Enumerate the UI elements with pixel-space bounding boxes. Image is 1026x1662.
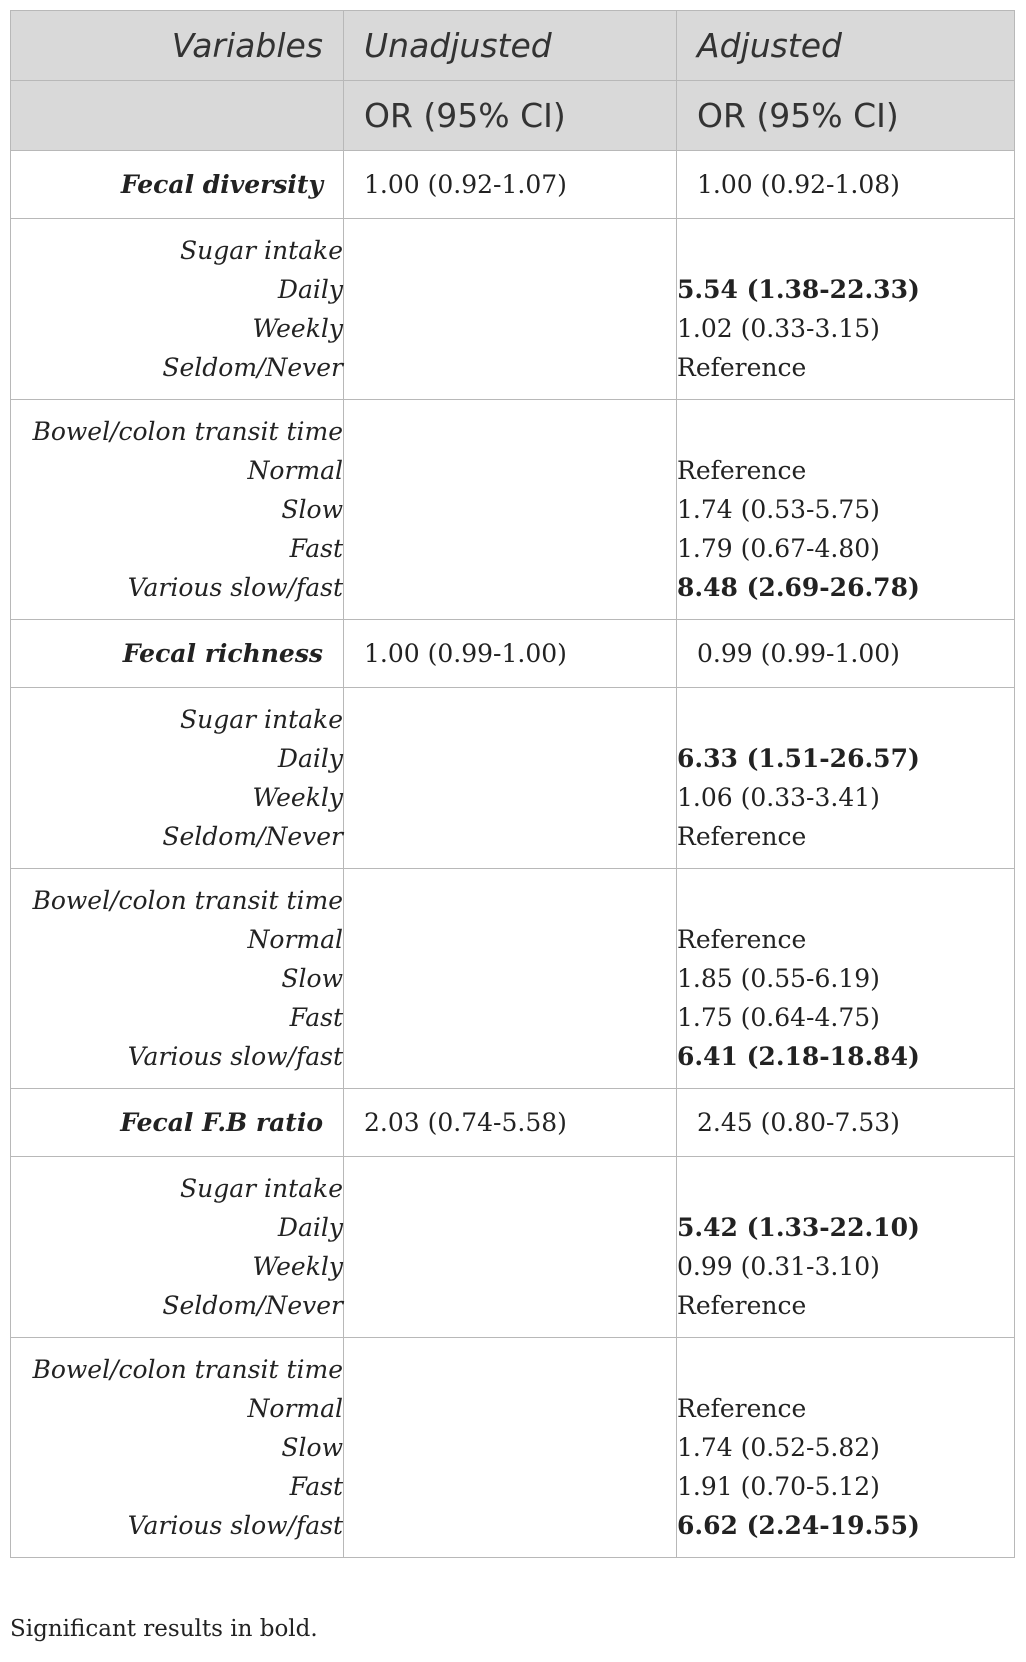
group-labels-cell: [11, 400, 344, 620]
results-table: [10, 10, 1015, 1558]
group-item-value: 6.41 (2.18-18.84): [677, 1042, 920, 1071]
table-row-group: [11, 219, 1015, 400]
group-adjusted-cell: [677, 1157, 1015, 1338]
group-item-value: 6.33 (1.51-26.57): [677, 744, 920, 773]
table-row-group: [11, 688, 1015, 869]
group-item-label: Fast: [289, 534, 343, 563]
group-item-value: Reference: [677, 822, 807, 851]
unadjusted-value: 1.00 (0.92-1.07): [344, 151, 677, 219]
header-row-1: [11, 11, 1015, 81]
unadjusted-value: 2.03 (0.74-5.58): [344, 1089, 677, 1157]
group-unadjusted-cell: [344, 400, 677, 620]
group-item-label: Daily: [277, 275, 343, 304]
group-item-label: Normal: [247, 456, 343, 485]
table-footnote: Significant results in bold.: [10, 1616, 318, 1642]
group-unadjusted-cell: [344, 869, 677, 1089]
group-item-value: 1.74 (0.53-5.75): [677, 495, 880, 524]
group-title: Sugar intake: [179, 705, 343, 734]
group-title: Bowel/colon transit time: [32, 417, 343, 446]
header-variables: Variables: [11, 11, 344, 81]
group-title-spacer: [677, 881, 1014, 920]
group-labels-cell: [11, 1157, 344, 1338]
group-title-spacer: [677, 700, 1014, 739]
group-item-label: Various slow/fast: [127, 1511, 343, 1540]
adjusted-value: 0.99 (0.99-1.00): [677, 620, 1015, 688]
group-labels-cell: [11, 688, 344, 869]
group-item-label: Seldom/Never: [162, 1291, 343, 1320]
group-item-value: Reference: [677, 1394, 807, 1423]
group-title-spacer: [677, 412, 1014, 451]
group-item-label: Daily: [277, 1213, 343, 1242]
group-adjusted-cell: [677, 219, 1015, 400]
group-item-label: Daily: [277, 744, 343, 773]
table-row-variable: [11, 151, 1015, 219]
table-row-group: [11, 1157, 1015, 1338]
group-unadjusted-cell: [344, 1157, 677, 1338]
group-item-value: 1.91 (0.70-5.12): [677, 1472, 880, 1501]
group-item-value: 1.06 (0.33-3.41): [677, 783, 880, 812]
group-item-value: Reference: [677, 456, 807, 485]
table-header: [11, 11, 1015, 151]
group-item-value: 1.02 (0.33-3.15): [677, 314, 880, 343]
group-labels-cell: [11, 219, 344, 400]
table-body: [11, 151, 1015, 1558]
group-item-label: Normal: [247, 1394, 343, 1423]
group-item-value: 8.48 (2.69-26.78): [677, 573, 920, 602]
table-row-group: [11, 869, 1015, 1089]
adjusted-value: 2.45 (0.80-7.53): [677, 1089, 1015, 1157]
group-item-value: 6.62 (2.24-19.55): [677, 1511, 920, 1540]
group-item-label: Seldom/Never: [162, 353, 343, 382]
group-item-label: Fast: [289, 1003, 343, 1032]
header-unadjusted-or: OR (95% CI): [344, 81, 677, 151]
group-adjusted-cell: [677, 1338, 1015, 1558]
group-item-value: 1.75 (0.64-4.75): [677, 1003, 880, 1032]
group-item-label: Slow: [281, 495, 343, 524]
group-item-value: 1.85 (0.55-6.19): [677, 964, 880, 993]
group-title-spacer: [677, 1169, 1014, 1208]
group-item-value: 5.54 (1.38-22.33): [677, 275, 920, 304]
group-title: Sugar intake: [179, 236, 343, 265]
variable-name: Fecal diversity: [11, 151, 344, 219]
group-item-label: Fast: [289, 1472, 343, 1501]
group-item-label: Slow: [281, 964, 343, 993]
group-unadjusted-cell: [344, 688, 677, 869]
header-unadjusted: Unadjusted: [344, 11, 677, 81]
group-title: Bowel/colon transit time: [32, 1355, 343, 1384]
group-item-value: 1.74 (0.52-5.82): [677, 1433, 880, 1462]
group-item-value: 1.79 (0.67-4.80): [677, 534, 880, 563]
unadjusted-value: 1.00 (0.99-1.00): [344, 620, 677, 688]
table-row-variable: [11, 1089, 1015, 1157]
group-adjusted-cell: [677, 400, 1015, 620]
group-title: Bowel/colon transit time: [32, 886, 343, 915]
group-adjusted-cell: [677, 688, 1015, 869]
header-empty-cell: [11, 81, 344, 151]
group-item-label: Weekly: [252, 314, 343, 343]
group-labels-cell: [11, 1338, 344, 1558]
group-item-label: Seldom/Never: [162, 822, 343, 851]
variable-name: Fecal richness: [11, 620, 344, 688]
group-item-label: Slow: [281, 1433, 343, 1462]
table-row-group: [11, 1338, 1015, 1558]
group-item-value: Reference: [677, 353, 807, 382]
group-item-label: Various slow/fast: [127, 573, 343, 602]
group-adjusted-cell: [677, 869, 1015, 1089]
group-title: Sugar intake: [179, 1174, 343, 1203]
group-labels-cell: [11, 869, 344, 1089]
table-row-variable: [11, 620, 1015, 688]
group-unadjusted-cell: [344, 219, 677, 400]
group-item-label: Weekly: [252, 783, 343, 812]
table-row-group: [11, 400, 1015, 620]
header-adjusted-or: OR (95% CI): [677, 81, 1015, 151]
group-item-label: Various slow/fast: [127, 1042, 343, 1071]
group-item-value: 5.42 (1.33-22.10): [677, 1213, 920, 1242]
group-title-spacer: [677, 231, 1014, 270]
group-item-label: Weekly: [252, 1252, 343, 1281]
header-row-2: [11, 81, 1015, 151]
group-item-value: Reference: [677, 1291, 807, 1320]
header-adjusted: Adjusted: [677, 11, 1015, 81]
adjusted-value: 1.00 (0.92-1.08): [677, 151, 1015, 219]
variable-name: Fecal F.B ratio: [11, 1089, 344, 1157]
group-unadjusted-cell: [344, 1338, 677, 1558]
group-title-spacer: [677, 1350, 1014, 1389]
group-item-label: Normal: [247, 925, 343, 954]
group-item-value: Reference: [677, 925, 807, 954]
group-item-value: 0.99 (0.31-3.10): [677, 1252, 880, 1281]
